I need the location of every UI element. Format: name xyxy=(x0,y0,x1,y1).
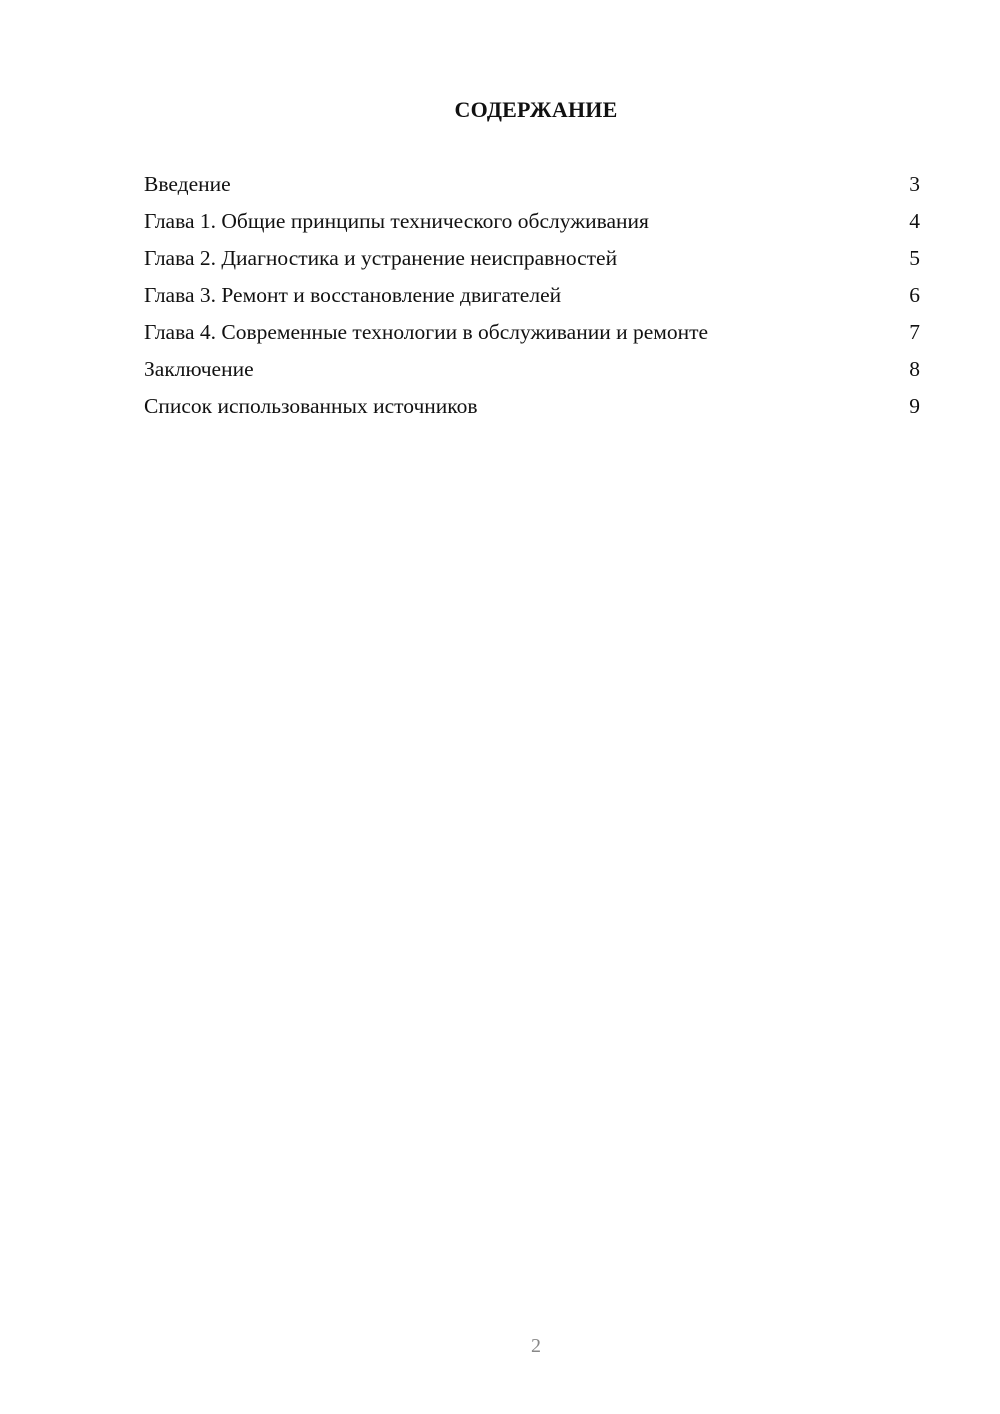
toc-heading: СОДЕРЖАНИЕ xyxy=(454,97,618,122)
table-of-contents xyxy=(144,166,920,425)
toc-entry-chapter-1[interactable] xyxy=(144,203,920,240)
toc-entry-page: 6 xyxy=(909,283,920,307)
toc-entry-title: Глава 4. Современные технологии в обслуживании и ремонте xyxy=(144,320,709,344)
toc-entry-chapter-4[interactable] xyxy=(144,314,920,351)
toc-entry-introduction[interactable] xyxy=(144,166,920,203)
toc-entry-conclusion[interactable] xyxy=(144,351,920,388)
toc-entry-page: 7 xyxy=(909,320,920,344)
toc-entry-page: 8 xyxy=(909,357,920,381)
toc-entry-chapter-2[interactable] xyxy=(144,240,920,277)
toc-entry-page: 3 xyxy=(909,172,920,196)
toc-entry-title: Введение xyxy=(144,172,231,196)
toc-entry-title: Глава 1. Общие принципы технического обслуживания xyxy=(144,209,649,233)
toc-entry-title: Список использованных источников xyxy=(144,394,478,418)
toc-entry-title: Глава 2. Диагностика и устранение неисправностей xyxy=(144,246,618,270)
toc-entry-page: 5 xyxy=(909,246,920,270)
toc-entry-page: 4 xyxy=(909,209,920,233)
toc-entry-page: 9 xyxy=(909,394,920,418)
toc-entry-title: Заключение xyxy=(144,357,254,381)
toc-entry-title: Глава 3. Ремонт и восстановление двигателей xyxy=(144,283,562,307)
toc-entry-references[interactable] xyxy=(144,388,920,425)
page-number: 2 xyxy=(531,1335,541,1357)
toc-entry-chapter-3[interactable] xyxy=(144,277,920,314)
